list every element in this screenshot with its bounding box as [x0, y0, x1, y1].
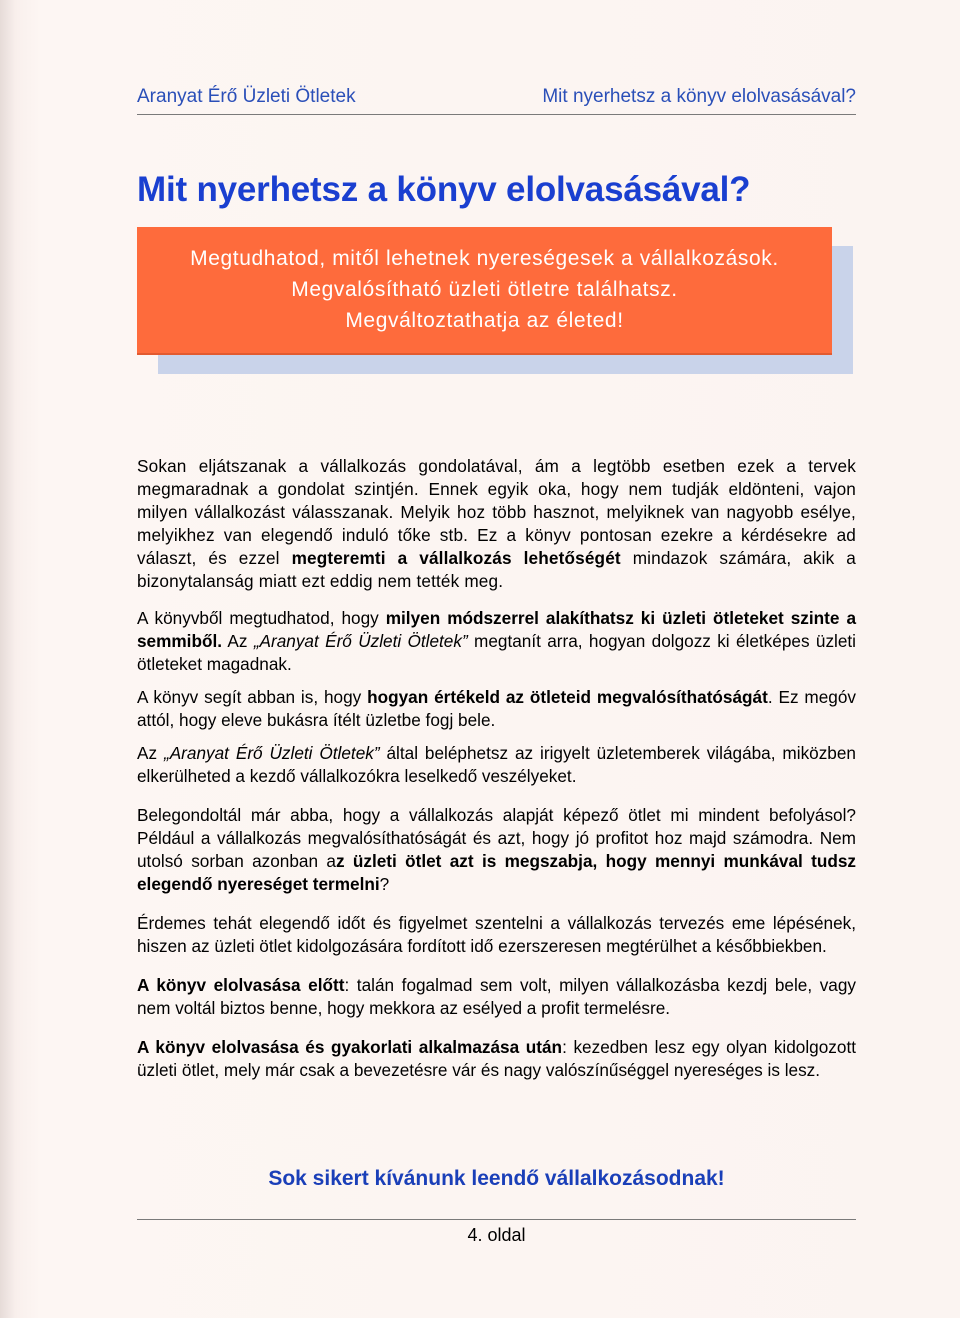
paragraph-6-text: Érdemes tehát elegendő időt és figyelmet szentelni a vállalkozás tervezés eme lépésének, hiszen az üzleti ötlet kidolgozására fordított idő ezerszeresen megtérülhet a későbbiekben.	[137, 913, 856, 956]
paragraph-4	[137, 742, 856, 788]
banner-line-1: Megtudhatod, mitől lehetnek nyereségesek a vállalkozások.	[190, 247, 779, 270]
paragraph-3-text-end: . Ez megóv attól, hogy eleve bukásra ítélt üzletbe fogj bele.	[137, 687, 856, 730]
running-header	[137, 84, 856, 115]
banner-line-3: Megváltoztathatja az életed!	[345, 309, 624, 332]
closing-wish: Sok sikert kívánunk leendő vállalkozásodnak!	[268, 1167, 725, 1190]
paragraph-5-text: Belegondoltál már abba, hogy a vállalkozás alapját képező ötlet mi mindent befolyásol? Például a vállalkozás megvalósíthatóságát és azt, hogy jó profitot hoz majd számodra. Nem utolsó sorban azonban a	[137, 805, 856, 871]
paragraph-7-text: : talán fogalmad sem volt, milyen vállalkozásba kezdj bele, vagy nem voltál biztos benne, hogy mekkora az esélyed a profit termelésre.	[137, 975, 856, 1018]
paragraph-1	[137, 455, 856, 593]
paragraph-2-text: A könyvből megtudhatod, hogy	[137, 608, 386, 628]
paragraph-2-text-mid: Az	[222, 631, 254, 651]
paragraph-8	[137, 1036, 856, 1082]
paragraph-3	[137, 686, 856, 732]
highlight-banner	[137, 227, 832, 353]
page-number: 4. oldal	[467, 1225, 526, 1245]
banner-line-2: Megvalósítható üzleti ötletre találhatsz.	[291, 278, 678, 301]
body-text	[137, 455, 856, 1082]
paragraph-8-bold: A könyv elolvasása és gyakorlati alkalmazása után	[137, 1037, 563, 1057]
paragraph-1-bold: megteremti a vállalkozás lehetőségét	[291, 548, 621, 568]
footer-divider	[137, 1219, 856, 1220]
book-spine-shadow	[0, 0, 14, 1318]
header-book-title: Aranyat Érő Üzleti Ötletek	[137, 86, 356, 107]
paragraph-1-text-end: mindazok számára, akik a bizonytalanság miatt ezt eddig nem tették meg.	[137, 548, 856, 591]
paragraph-8-text: : kezedben lesz egy olyan kidolgozott üzleti ötlet, mely már csak a bevezetésre vár és nagy valószínűséggel nyereséges is lesz.	[137, 1037, 857, 1080]
paragraph-4-book-title: „Aranyat Érő Üzleti Ötletek”	[163, 743, 380, 763]
paragraph-3-bold: hogyan értékeld az ötleteid megvalósíthatóságát	[367, 687, 768, 707]
paragraph-3-text: A könyv segít abban is, hogy	[137, 687, 368, 707]
page-title: Mit nyerhetsz a könyv elolvasásával?	[137, 170, 751, 209]
paragraph-7-bold: A könyv elolvasása előtt	[137, 975, 345, 995]
paragraph-5	[137, 804, 856, 896]
paragraph-2-text-end: megtanít arra, hogyan dolgozz ki életképes üzleti ötleteket magadnak.	[137, 631, 857, 674]
paragraph-4-text: Az	[137, 743, 164, 763]
paragraph-5-bold: z üzleti ötlet azt is megszabja, hogy mennyi munkával tudsz elegendő nyereséget termelni	[137, 851, 857, 894]
paragraph-1-text: Sokan eljátszanak a vállalkozás gondolatával, ám a legtöbb esetben ezek a tervek megmaradnak a gondolat szintjén. Ennek egyik oka, hogy nem tudják eldönteni, vajon milyen vállalkozást válasszanak. Melyik hoz több hasznot, melyiknek van nagyobb esélye, melyikhez van elegendő induló tőke stb. Ez a könyv pontosan ezekre a kérdésekre ad választ, és ezzel	[137, 456, 856, 568]
paragraph-5-text-end: ?	[379, 874, 390, 894]
header-chapter-title: Mit nyerhetsz a könyv elolvasásával?	[542, 86, 856, 107]
paragraph-2-book-title: „Aranyat Érő Üzleti Ötletek”	[253, 631, 468, 651]
paragraph-2	[137, 607, 856, 676]
paragraph-7	[137, 974, 856, 1020]
paragraph-6	[137, 912, 856, 958]
paragraph-4-text-end: által beléphetsz az irigyelt üzletemberek világába, miközben elkerülheted a kezdő vállalkozókra leselkedő veszélyeket.	[137, 743, 856, 786]
paragraph-2-bold: milyen módszerrel alakíthatsz ki üzleti ötleteket szinte a semmiből.	[137, 608, 857, 651]
